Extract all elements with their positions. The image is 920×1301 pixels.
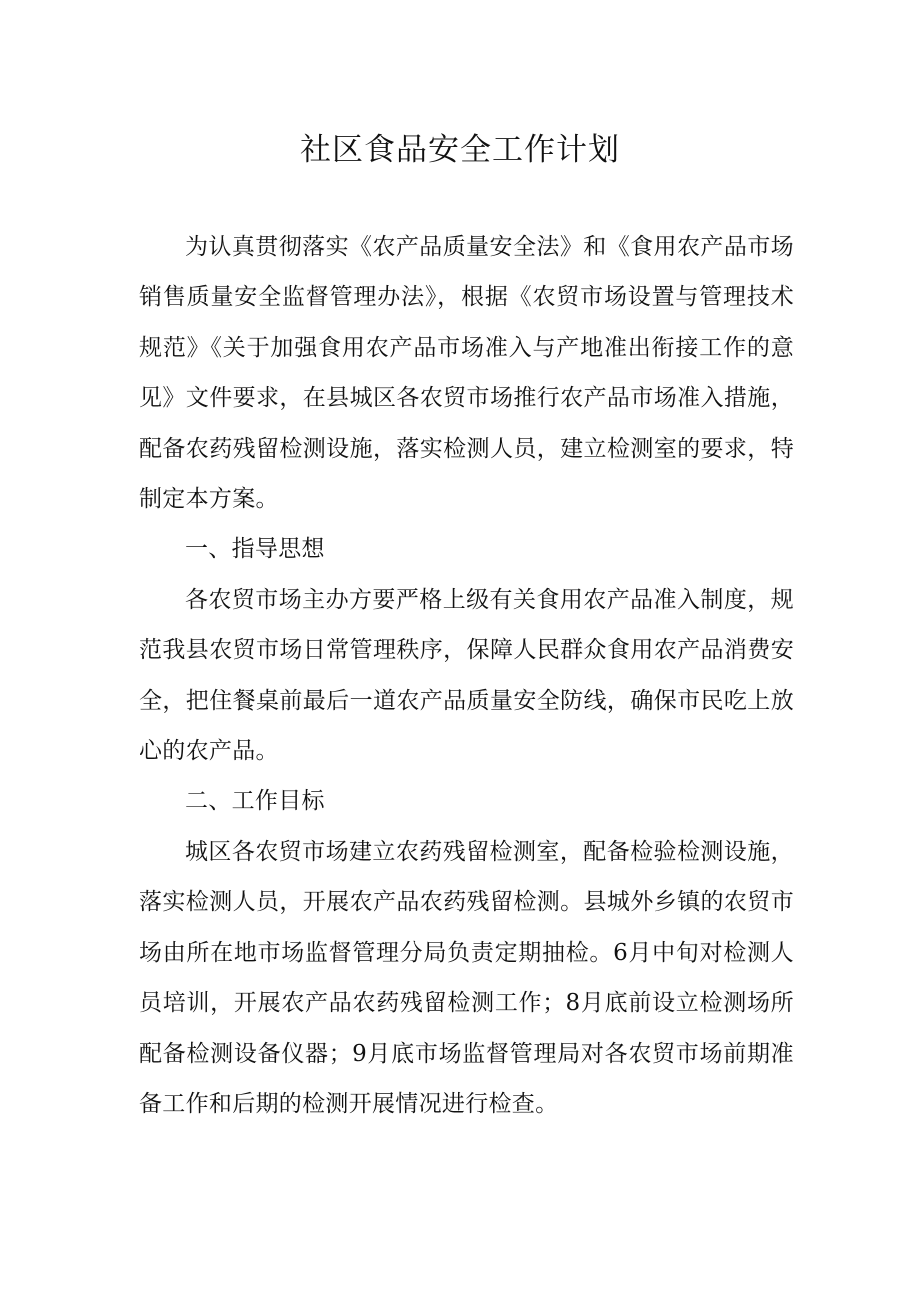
section-paragraph-guiding-ideology: 各农贸市场主办方要严格上级有关食用农产品准入制度，规范我县农贸市场日常管理秩序，保障人民群众食用农产品消费安全，把住餐桌前最后一道农产品质量安全防线，确保市民吃上放心的农产品。 (139, 586, 794, 765)
document-title: 社区食品安全工作计划 (300, 132, 620, 168)
section-heading-guiding-ideology: 一、指导思想 (185, 536, 325, 563)
section-heading-work-goals: 二、工作目标 (185, 788, 325, 815)
document-body (139, 222, 794, 1129)
section-paragraph-work-goals: 城区各农贸市场建立农药残留检测室，配备检验检测设施，落实检测人员，开展农产品农药残留检测。县城外乡镇的农贸市场由所在地市场监督管理分局负责定期抽检。6月中旬对检测人员培训，开展农产品农药残留检测工作；8月底前设立检测场所配备检测设备仪器；9月底市场监督管理局对各农贸市场前期准备工作和后期的检测开展情况进行检查。 (139, 838, 794, 1117)
intro-paragraph: 为认真贯彻落实《农产品质量安全法》和《食用农产品市场销售质量安全监督管理办法》，根据《农贸市场设置与管理技术规范》《关于加强食用农产品市场准入与产地准出衔接工作的意见》文件要求，在县城区各农贸市场推行农产品市场准入措施，配备农药残留检测设施，落实检测人员，建立检测室的要求，特制定本方案。 (139, 234, 794, 513)
